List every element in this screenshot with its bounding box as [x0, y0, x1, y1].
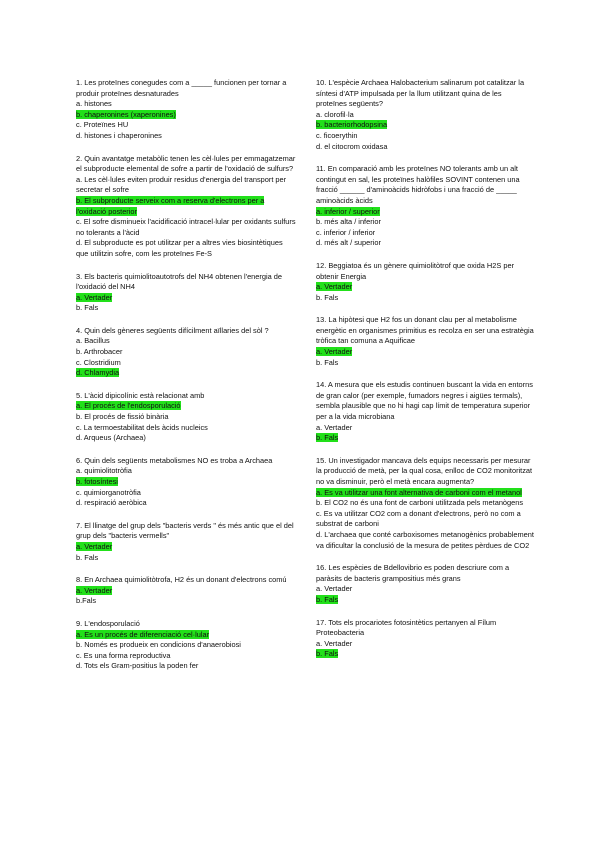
answer-option [76, 596, 296, 607]
answer-option-text: a. Vertader [316, 422, 353, 432]
answer-options [316, 207, 534, 249]
answer-option [76, 303, 296, 314]
answer-options [76, 542, 296, 563]
answer-option [76, 99, 296, 110]
answer-option-text: d. Tots els Gram-positius la poden fer [76, 661, 199, 671]
answer-option-correct [316, 120, 534, 131]
answer-option [316, 142, 534, 153]
question-text: 2. Quin avantatge metabòlic tenen les cèl·lules per emmagatzemar el subproducte elemental de sofre a partir de l'oxidació de sulfurs? [76, 153, 296, 174]
question-text: 14. A mesura que els estudis continuen buscant la vida en entorns de gran calor (per exemple, fumadors negres i aigües termals), sembla plausible que no hi hagi cap límit de temperatura superior per a la vida microbiana [316, 380, 533, 422]
answer-option [316, 639, 534, 650]
answer-option [76, 433, 296, 444]
answer-option [316, 110, 534, 121]
answer-option [316, 530, 534, 551]
question-text: 15. Un investigador mancava dels equips necessaris per mesurar la producció de metà, per la qual cosa, enlloc de CO2 monitoritzat no va disminuir, però el metà encara augmenta? [316, 455, 533, 486]
answer-option-text: a. Vertader [76, 585, 113, 595]
answer-option-text: c. Clostridium [76, 357, 121, 367]
answer-option [76, 131, 296, 142]
question-text: 13. La hipòtesi que H2 fos un donant clau per al metabolisme energètic en organismes primitius es recolza en ser una estratègia tròfica tan comuna a Aquificae [316, 315, 534, 346]
answer-option [76, 412, 296, 423]
answer-option [76, 661, 296, 672]
answer-option-correct [76, 196, 296, 217]
answer-option [76, 466, 296, 477]
answer-option [316, 131, 534, 142]
answer-option-correct [76, 293, 296, 304]
question-text: 4. Quin dels gèneres següents difícilment aïllaries del sòl ? [76, 325, 269, 335]
answer-option-text: b. chaperonines (xaperonines) [76, 109, 176, 119]
question-text: 10. L'espècie Archaea Halobacterium salinarum pot catalitzar la síntesi d'ATP impulsada per la llum utilitzant quina de les proteïnes següents? [316, 78, 525, 109]
question-text: 5. L'àcid dipicolínic està relacionat amb [76, 390, 205, 400]
answer-option [76, 175, 296, 196]
answer-option-text: b. bacteriorhodopsina [316, 120, 388, 130]
answer-option-text: c. La termoestabilitat dels àcids nucleics [76, 422, 208, 432]
answer-option [76, 238, 296, 259]
answer-option-text: a. Bacillus [76, 336, 110, 346]
answer-option [316, 584, 534, 595]
right-column [316, 78, 534, 672]
answer-option-text: d. el citocrom oxidasa [316, 141, 388, 151]
answer-option-text: b. més alta / inferior [316, 217, 381, 227]
answer-option-text: a. inferior / superior [316, 206, 380, 216]
left-column [76, 78, 296, 684]
question-block [316, 563, 534, 605]
question-text: 3. Els bacteris quimiolitoautotrofs del NH4 obtenen l'energia de l'oxidació del NH4 [76, 271, 283, 292]
answer-option-text: d. Arqueus (Archaea) [76, 433, 146, 443]
answer-options [316, 639, 534, 660]
answer-option-text: c. inferior / inferior [316, 227, 376, 237]
question-text: 8. En Archaea quimiolitòtrofa, H2 és un donant d'electrons comú [76, 575, 287, 585]
answer-option-text: b. Fals [316, 649, 339, 659]
answer-option-text: a. El procés de l'endosporulació [76, 401, 181, 411]
answer-option-text: a. histones [76, 99, 112, 109]
question-text: 17. Tots els procariotes fotosintètics pertanyen al Fílum Proteobacteria [316, 617, 497, 638]
question-block [76, 154, 296, 260]
answer-options [76, 336, 296, 378]
answer-option-text: c. Es una forma reproductiva [76, 650, 171, 660]
answer-option [316, 238, 534, 249]
answer-option-correct [316, 433, 534, 444]
answer-option-correct [76, 477, 296, 488]
answer-option-text: a. Vertader [316, 584, 353, 594]
question-block [76, 391, 296, 444]
question-block [76, 456, 296, 509]
answer-option [76, 498, 296, 509]
answer-options [76, 175, 296, 260]
answer-option-text: a. Vertader [316, 347, 353, 357]
answer-option-text: b.Fals [76, 596, 97, 606]
question-text: 11. En comparació amb les proteïnes NO tolerants amb un alt contingut en sal, les proteïnes halòfiles SOVINT contenen una fracció ______ d'aminoàcids hidròfobs i una fracció de _____ aminoàcids àcids [316, 164, 520, 205]
answer-option-text: a. Vertader [76, 292, 113, 302]
question-block [316, 315, 534, 368]
answer-option [76, 640, 296, 651]
answer-option-text: d. respiració aeròbica [76, 498, 147, 508]
question-block [316, 456, 534, 551]
answer-option [316, 423, 534, 434]
question-text: 12. Beggiatoa és un gènere quimiolitòtrof que oxida H2S per obtenir Energia [316, 260, 515, 281]
question-block [76, 326, 296, 379]
question-block [76, 521, 296, 563]
answer-option [76, 651, 296, 662]
answer-option-text: d. L'archaea que conté carboxisomes metanogènics probablement va dificultar la conclusió de la mesura de petites pèrdues de CO2 [316, 529, 534, 550]
question-block [316, 78, 534, 152]
answer-option [76, 217, 296, 238]
answer-option [76, 336, 296, 347]
question-block [316, 164, 534, 249]
answer-option-text: b. Fals [76, 303, 99, 313]
answer-option-correct [76, 586, 296, 597]
answer-option [76, 347, 296, 358]
answer-option [76, 423, 296, 434]
answer-options [76, 586, 296, 607]
answer-option-text: b. El subproducte serveix com a reserva d'electrons per a l'oxidació posterior [76, 195, 265, 216]
answer-option [76, 553, 296, 564]
answer-option-text: d. més alt / superior [316, 238, 381, 248]
answer-option-correct [76, 401, 296, 412]
answer-option-text: c. ficoerythin [316, 130, 358, 140]
answer-option-text: a. Es un procés de diferenciació cel·lular [76, 629, 210, 639]
answer-option-correct [76, 542, 296, 553]
answer-option-correct [316, 207, 534, 218]
question-block [76, 272, 296, 314]
answer-option-text: b. Fals [316, 433, 339, 443]
question-text: 16. Les espècies de Bdellovibrio es poden descriure com a paràsits de bacteris grampositius més grans [316, 563, 510, 583]
answer-option [316, 293, 534, 304]
question-text: 6. Quin dels següents metabolismes NO es troba a Archaea [76, 455, 273, 465]
question-text: 9. L'endosporulació [76, 618, 140, 628]
answer-options [316, 282, 534, 303]
question-block [76, 619, 296, 672]
answer-option-correct [316, 488, 534, 499]
answer-option-text: b. Fals [316, 292, 339, 302]
question-block [76, 78, 296, 142]
answer-options [76, 293, 296, 314]
question-block [316, 261, 534, 303]
answer-option-correct [76, 368, 296, 379]
answer-options [76, 630, 296, 672]
question-block [316, 618, 534, 660]
answer-option-text: b. Fals [76, 552, 99, 562]
answer-option-text: b. Fals [316, 357, 339, 367]
answer-option-text: b. Arthrobacer [76, 347, 123, 357]
answer-option-text: b. Només es produeix en condicions d'anaerobiosi [76, 640, 241, 650]
answer-options [316, 584, 534, 605]
answer-option [316, 217, 534, 228]
question-text: 1. Les proteïnes conegudes com a _____ funcionen per tornar a produir proteïnes desnaturades [76, 78, 287, 98]
answer-option-text: c. Proteïnes HU [76, 120, 129, 130]
answer-option-text: c. Es va utilitzar CO2 com a donant d'electrons, però no com a substrat de carboni [316, 508, 521, 529]
answer-options [316, 423, 534, 444]
answer-options [76, 401, 296, 443]
answer-option-text: c. quimiorganotròfia [76, 487, 141, 497]
answer-option [316, 358, 534, 369]
answer-option-text: a. quimiolitotròfia [76, 466, 132, 476]
answer-option-correct [316, 595, 534, 606]
answer-option-text: b. El procés de fissió binària [76, 412, 169, 422]
answer-option-text: a. clorofil·la [316, 109, 354, 119]
answer-option-text: a. Les cèl·lules eviten produir residus d'energia del transport per secretar el sofre [76, 174, 287, 195]
answer-options [76, 466, 296, 508]
answer-options [316, 347, 534, 368]
answer-option-text: a. Vertader [316, 638, 353, 648]
answer-option-text: b. Fals [316, 594, 339, 604]
answer-options [316, 110, 534, 152]
answer-option-text: a. Es va utilitzar una font alternativa de carboni com el metanol [316, 487, 522, 497]
answer-option [76, 120, 296, 131]
answer-option-text: d. El subproducte es pot utilitzar per a altres vies biosintètiques que utilitzin sofre, com les proteïnes Fe-S [76, 238, 283, 258]
answer-option [316, 509, 534, 530]
answer-option-text: d. Chlamydia [76, 368, 120, 378]
answer-option [76, 488, 296, 499]
answer-option [76, 358, 296, 369]
answer-options [316, 488, 534, 552]
answer-option [316, 228, 534, 239]
answer-option-text: c. El sofre disminueix l'acidificació intracel·lular per oxidants sulfurs no tolerants a l'àcid [76, 217, 296, 237]
answer-option-text: a. Vertader [76, 541, 113, 551]
answer-option-correct [316, 282, 534, 293]
answer-option-correct [316, 347, 534, 358]
answer-option-text: b. El CO2 no és una font de carboni utilitzada pels metanògens [316, 498, 524, 508]
question-block [76, 575, 296, 607]
answer-options [76, 99, 296, 141]
answer-option-text: d. histones i chaperonines [76, 130, 162, 140]
answer-option-correct [76, 630, 296, 641]
answer-option-text: a. Vertader [316, 282, 353, 292]
answer-option-text: b. fotosíntesi [76, 477, 118, 486]
question-text: 7. El llinatge del grup dels "bacteris verds " és més antic que el del grup dels "bacteris vermells" [76, 520, 294, 541]
answer-option [316, 498, 534, 509]
question-block [316, 380, 534, 444]
answer-option-correct [316, 649, 534, 660]
answer-option-correct [76, 110, 296, 121]
